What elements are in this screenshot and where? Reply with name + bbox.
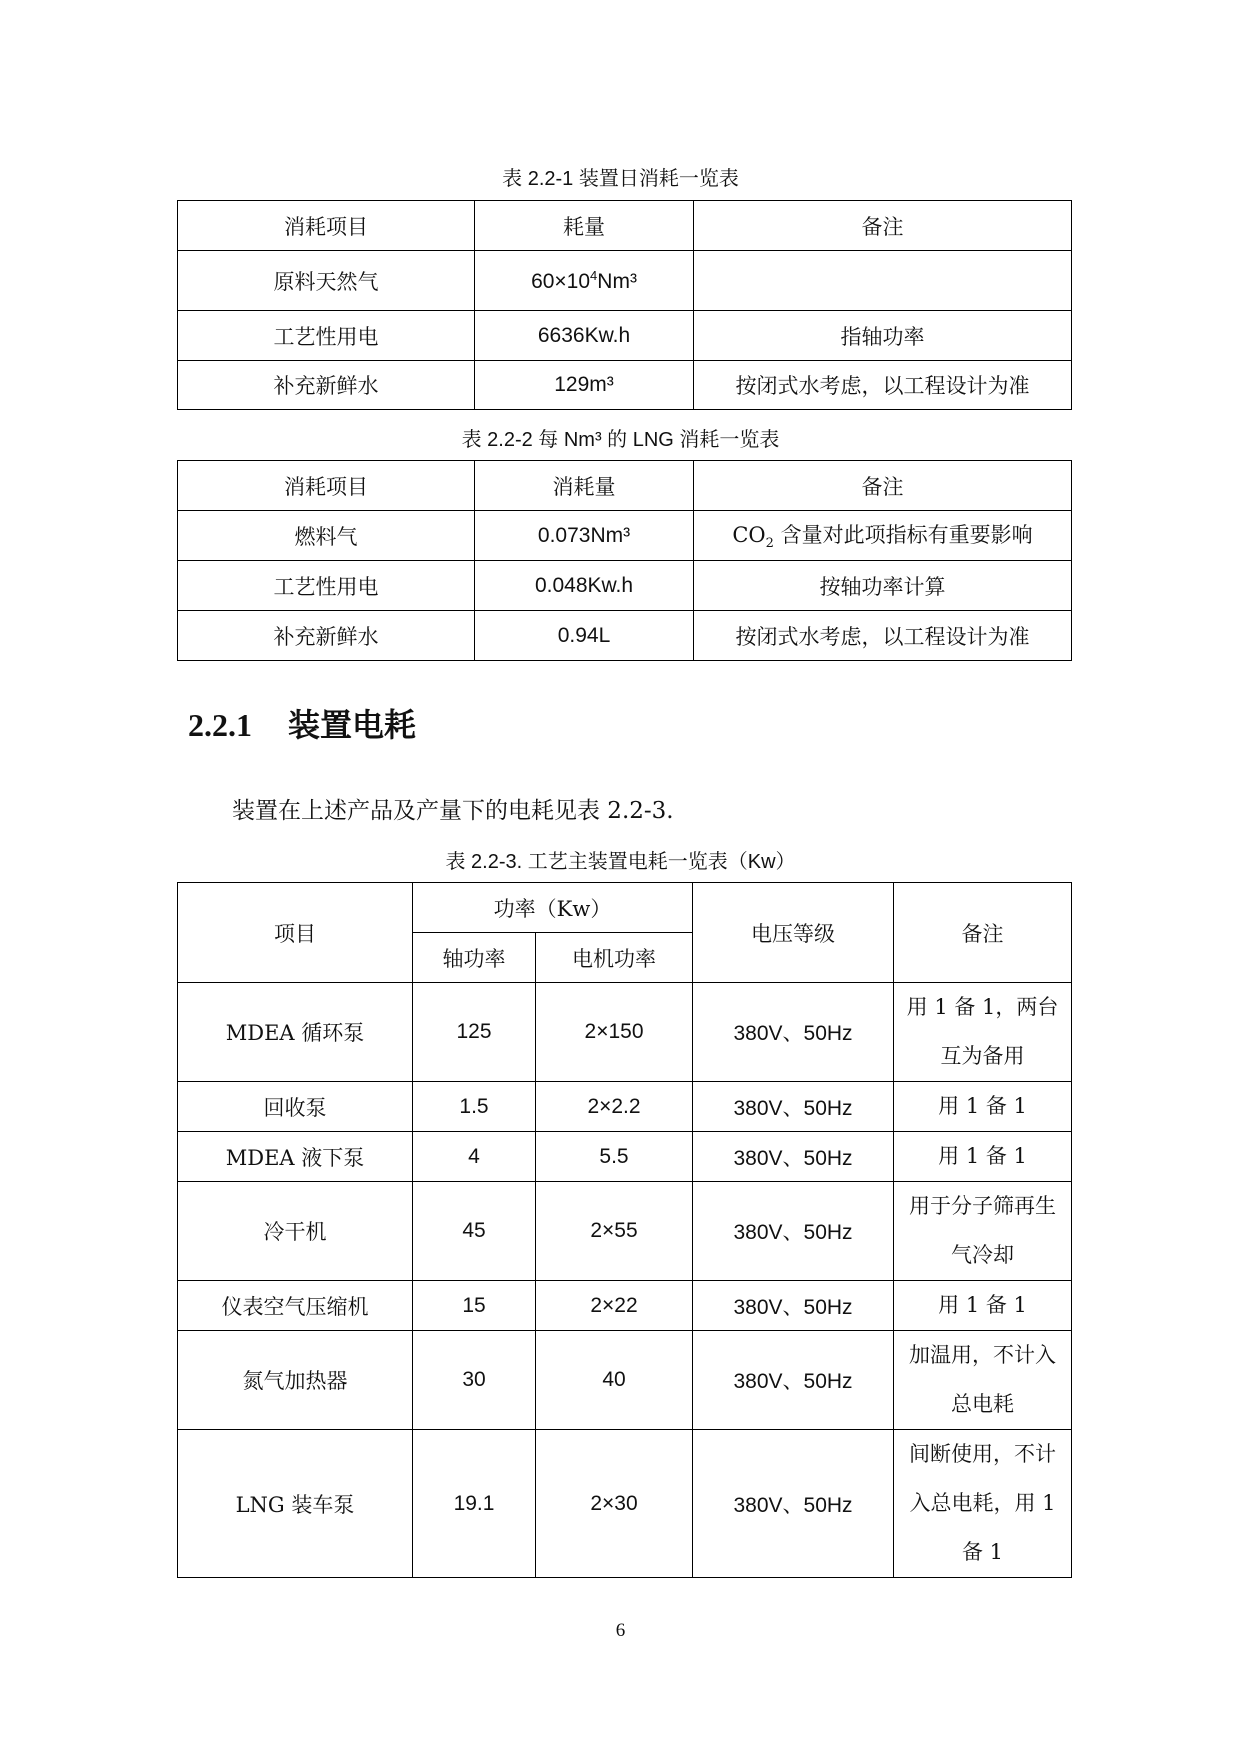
table2-row1-note-post: 含量对此项指标有重要影响 [773, 523, 1033, 548]
table3-header-power: 功率（Kw） [413, 883, 693, 933]
table3-row-shaft: 30 [413, 1331, 536, 1430]
table1-row1-amount-exp: 4 [590, 267, 598, 283]
table1-header-note: 备注 [694, 201, 1072, 251]
table3-row-item: 仪表空气压缩机 [178, 1281, 413, 1331]
table3-header-voltage: 电压等级 [693, 883, 894, 983]
table3-row-note-line: 用于分子筛再生 [909, 1194, 1057, 1218]
table3-row-voltage: 380V、50Hz [693, 1430, 894, 1578]
table3-row-note-line: 加温用，不计入 [909, 1343, 1057, 1367]
table-row [178, 311, 1072, 361]
table3-row-motor: 5.5 [536, 1132, 693, 1182]
table1-header-item: 消耗项目 [178, 201, 475, 251]
table2-row3-value: 0.94L [475, 611, 694, 661]
table-row [178, 1182, 1072, 1281]
table1-row1-note [694, 251, 1072, 311]
table-row [178, 511, 1072, 561]
table1-row2-amount: 6636Kw.h [475, 311, 694, 361]
daily-consumption-table [177, 200, 1072, 410]
table3-row-motor: 2×55 [536, 1182, 693, 1281]
table3-row-note-line: 互为备用 [940, 1044, 1025, 1068]
table-row [178, 1430, 1072, 1578]
table2-caption: 表 2.2-2 每 Nm³ 的 LNG 消耗一览表 [461, 429, 780, 451]
table-row [178, 1281, 1072, 1331]
table1-row2-note: 指轴功率 [694, 311, 1072, 361]
table3-row-motor: 2×150 [536, 983, 693, 1082]
table3-row-note [894, 1430, 1072, 1578]
table1-row1-amount-unit: Nm³ [597, 269, 637, 293]
table-row [178, 361, 1072, 410]
table3-row-note [894, 1182, 1072, 1281]
table1-row3-amount: 129m³ [475, 361, 694, 410]
table3-row-item: MDEA 液下泵 [178, 1132, 413, 1182]
table2-row2-note: 按轴功率计算 [694, 561, 1072, 611]
table3-row-note [894, 1331, 1072, 1430]
table3-row-shaft: 19.1 [413, 1430, 536, 1578]
section-title: 装置电耗 [288, 706, 417, 744]
table3-row-note [894, 1132, 1072, 1182]
table3-row-shaft: 125 [413, 983, 536, 1082]
table3-row-shaft: 4 [413, 1132, 536, 1182]
power-consumption-table [177, 882, 1072, 1578]
table3-row-note-line: 用 1 备 1 [938, 1094, 1027, 1118]
table2-row2-value: 0.048Kw.h [475, 561, 694, 611]
table3-header-item: 项目 [178, 883, 413, 983]
table3-caption: 表 2.2-3. 工艺主装置电耗一览表（Kw） [445, 851, 796, 873]
table3-row-note-line: 气冷却 [951, 1243, 1015, 1267]
per-nm3-consumption-table [177, 460, 1072, 661]
table1-row1-amount [475, 251, 694, 311]
table3-row-voltage: 380V、50Hz [693, 1082, 894, 1132]
table1-row2-item: 工艺性用电 [178, 311, 475, 361]
table-row [178, 983, 1072, 1082]
section-paragraph: 装置在上述产品及产量下的电耗见表 2.2-3. [232, 798, 674, 824]
table3-row-shaft: 1.5 [413, 1082, 536, 1132]
table3-row-note [894, 983, 1072, 1082]
table2-row1-note [694, 511, 1072, 561]
table3-row-note-line: 入总电耗，用 1 [909, 1491, 1056, 1515]
table3-row-note-line: 间断使用，不计 [909, 1442, 1057, 1466]
table-row [178, 611, 1072, 661]
table2-header-note: 备注 [694, 461, 1072, 511]
section-heading [188, 700, 416, 746]
table3-header-shaft: 轴功率 [413, 933, 536, 983]
table3-header-note: 备注 [894, 883, 1072, 983]
table3-row-item: 氮气加热器 [178, 1331, 413, 1430]
table-row [178, 1082, 1072, 1132]
table2-row2-item: 工艺性用电 [178, 561, 475, 611]
page-number: 6 [615, 1620, 626, 1641]
table3-row-note [894, 1082, 1072, 1132]
table-row [178, 251, 1072, 311]
table2-row1-value: 0.073Nm³ [475, 511, 694, 561]
table3-row-note-line: 用 1 备 1 [938, 1144, 1027, 1168]
table3-row-motor: 2×30 [536, 1430, 693, 1578]
table1-row3-item: 补充新鲜水 [178, 361, 475, 410]
table2-header-item: 消耗项目 [178, 461, 475, 511]
table3-row-note-line: 总电耗 [951, 1392, 1015, 1416]
table2-row3-item: 补充新鲜水 [178, 611, 475, 661]
table3-row-note-line: 备 1 [961, 1540, 1004, 1564]
table3-row-note [894, 1281, 1072, 1331]
table3-row-voltage: 380V、50Hz [693, 1281, 894, 1331]
table-row [178, 1331, 1072, 1430]
table1-caption: 表 2.2-1 装置日消耗一览表 [502, 168, 739, 190]
table3-row-voltage: 380V、50Hz [693, 983, 894, 1082]
table3-row-motor: 40 [536, 1331, 693, 1430]
table2-row3-note: 按闭式水考虑，以工程设计为准 [694, 611, 1072, 661]
table3-row-voltage: 380V、50Hz [693, 1182, 894, 1281]
section-number: 2.2.1 [188, 707, 252, 743]
table2-row1-note-sub: 2 [765, 536, 774, 552]
table2-header-amount: 消耗量 [475, 461, 694, 511]
table3-row-voltage: 380V、50Hz [693, 1331, 894, 1430]
table3-row-shaft: 15 [413, 1281, 536, 1331]
table3-header-motor: 电机功率 [536, 933, 693, 983]
table3-row-note-line: 用 1 备 1 [938, 1293, 1027, 1317]
table1-row1-item: 原料天然气 [178, 251, 475, 311]
table3-row-item: LNG 装车泵 [178, 1430, 413, 1578]
table3-row-motor: 2×2.2 [536, 1082, 693, 1132]
table3-row-voltage: 380V、50Hz [693, 1132, 894, 1182]
table3-row-note-line: 用 1 备 1，两台 [906, 995, 1059, 1019]
table-row [178, 561, 1072, 611]
table3-row-motor: 2×22 [536, 1281, 693, 1331]
table1-row3-note: 按闭式水考虑，以工程设计为准 [694, 361, 1072, 410]
table3-row-item: MDEA 循环泵 [178, 983, 413, 1082]
table1-row1-amount-base: 60×10 [531, 269, 591, 293]
table3-row-item: 回收泵 [178, 1082, 413, 1132]
table3-row-shaft: 45 [413, 1182, 536, 1281]
table1-header-amount: 耗量 [475, 201, 694, 251]
table3-row-item: 冷干机 [178, 1182, 413, 1281]
table3-body [178, 983, 1072, 1578]
table2-row1-item: 燃料气 [178, 511, 475, 561]
table2-row1-note-pre: CO [732, 523, 766, 548]
table-row [178, 1132, 1072, 1182]
